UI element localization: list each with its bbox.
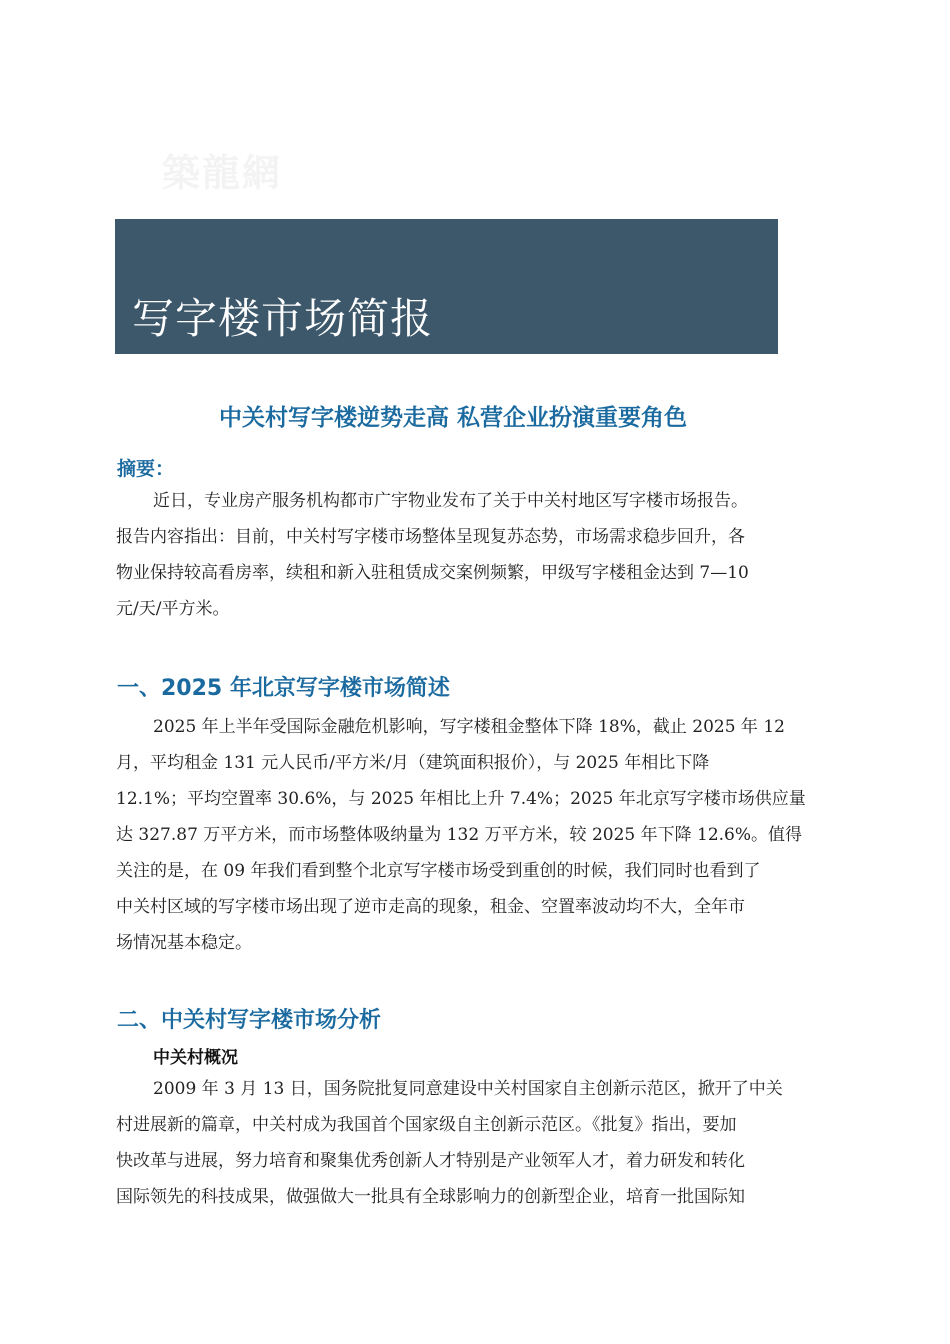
abstract-heading: 摘要： <box>117 458 175 480</box>
paragraph-line: 场情况基本稳定。 <box>116 933 252 953</box>
paragraph-line: 关注的是，在 09 年我们看到整个北京写字楼市场受到重创的时候，我们同时也看到了 <box>116 861 761 881</box>
banner-title: 写字楼市场简报 <box>132 294 434 343</box>
paragraph-line: 12.1%；平均空置率 30.6%，与 2025 年相比上升 7.4%；2025 年北京写字楼市场供应量 <box>116 789 806 809</box>
paragraph-line: 2009 年 3 月 13 日，国务院批复同意建设中关村国家自主创新示范区，掀开了中关 <box>153 1079 783 1099</box>
section-2-subheading: 中关村概况 <box>153 1048 238 1068</box>
paragraph-line: 达 327.87 万平方米，而市场整体吸纳量为 132 万平方米，较 2025 年下降 12.6%。值得 <box>116 825 803 845</box>
paragraph-line: 2025 年上半年受国际金融危机影响，写字楼租金整体下降 18%，截止 2025 年 12 <box>153 717 785 737</box>
abstract-paragraph <box>116 483 836 627</box>
section-2-heading: 二、中关村写字楼市场分析 <box>117 1008 382 1033</box>
section-1-heading: 一、2025 年北京写字楼市场简述 <box>117 676 450 701</box>
paragraph-line: 报告内容指出：目前，中关村写字楼市场整体呈现复苏态势，市场需求稳步回升，各 <box>116 527 745 547</box>
paragraph-line: 月，平均租金 131 元人民币/平方米/月（建筑面积报价），与 2025 年相比下降 <box>116 753 710 773</box>
document-title: 中关村写字楼逆势走高 私营企业扮演重要角色 <box>218 405 687 431</box>
paragraph-line: 国际领先的科技成果，做强做大一批具有全球影响力的创新型企业，培育一批国际知 <box>116 1187 745 1207</box>
paragraph-line: 近日，专业房产服务机构都市广宇物业发布了关于中关村地区写字楼市场报告。 <box>153 491 748 511</box>
paragraph-line: 物业保持较高看房率，续租和新入驻租赁成交案例频繁，甲级写字楼租金达到 7—10 <box>116 563 749 583</box>
report-banner <box>115 219 778 354</box>
paragraph-line: 中关村区域的写字楼市场出现了逆市走高的现象，租金、空置率波动均不大，全年市 <box>116 897 745 917</box>
paragraph-line: 元/天/平方米。 <box>116 599 230 619</box>
paragraph-line: 快改革与进展，努力培育和聚集优秀创新人才特别是产业领军人才，着力研发和转化 <box>116 1151 745 1171</box>
watermark-logo: 築龍網 <box>162 150 283 195</box>
section-2-paragraph <box>116 1071 836 1215</box>
paragraph-line: 村进展新的篇章，中关村成为我国首个国家级自主创新示范区。《批复》指出，要加 <box>116 1115 737 1135</box>
section-1-paragraph <box>116 709 836 961</box>
